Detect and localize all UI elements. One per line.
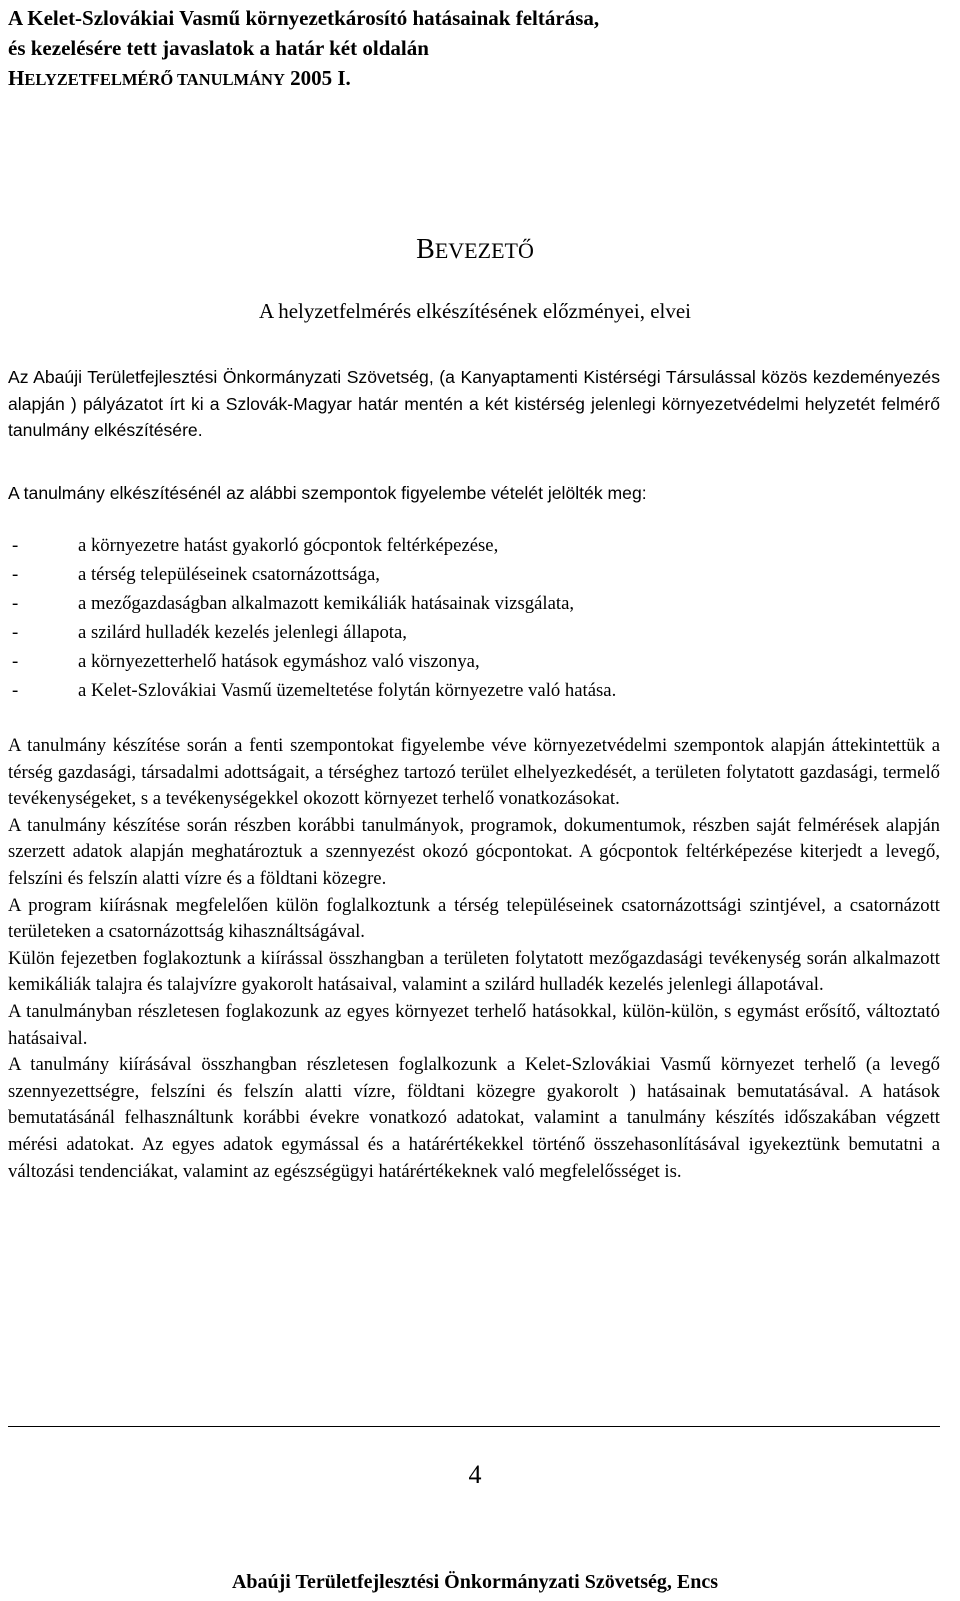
intro-paragraph: Az Abaúji Területfejlesztési Önkormányzati Szövetség, (a Kanyaptamenti Kistérségi Társulással közös kezdeményezés alapján ) pályázatot írt ki a Szlovák-Magyar határ mentén a két kistérség jelenlegi környezetvédelmi helyzetét felmérő tanulmány elkészítésére.: [8, 367, 940, 441]
section-title-caps: EVEZETŐ: [434, 238, 534, 263]
body-paragraph: A tanulmány készítése során a fenti szempontokat figyelembe véve környezetvédelmi szempontok alapján áttekintettük a térség gazdasági, társadalmi adottságait, a térséghez tartozó terület elhelyezkedését, a területen folytatott gazdasági, termelő tevékenységeket, s a tevékenységekkel okozott környezet terhelő vonatkozásokat.: [8, 735, 940, 810]
list-item: [8, 618, 940, 647]
document-header: [8, 3, 948, 95]
list-item-text: a Kelet-Szlovákiai Vasmű üzemeltetése folytán környezetre való hatása.: [78, 680, 617, 701]
header-line-3-tail: 2005 I.: [284, 66, 351, 90]
section-title-initial: B: [416, 234, 435, 265]
header-line-3-initial: H: [8, 66, 25, 90]
list-marker: -: [12, 680, 19, 701]
body-paragraph: A tanulmányban részletesen foglakozunk az egyes környezet terhelő hatásokkal, külön-külön, s egymást erősítő, változtató hatásaival.: [8, 1000, 940, 1049]
section-title: [0, 234, 950, 267]
body-paragraph: Külön fejezetben foglakoztunk a kiírással összhangban a területen folytatott mezőgazdasági tevékenység során alkalmazott kemikáliák talajra és talajvízre gyakorolt hatásaival, valamint a szilárd hulladék kezelés jelenlegi állapotával.: [8, 947, 940, 996]
list-item: [8, 560, 940, 589]
list-item-text: a térség településeinek csatornázottsága,: [78, 564, 380, 585]
document-footer: Abaúji Területfejlesztési Önkormányzati Szövetség, Encs: [231, 1571, 719, 1593]
header-line-3: [8, 63, 948, 95]
list-marker: -: [12, 564, 19, 585]
criteria-intro: A tanulmány elkészítésénél az alábbi szempontok figyelembe vételét jelölték meg:: [8, 483, 647, 503]
header-line-1: A Kelet-Szlovákiai Vasmű környezetkárosító hatásainak feltárása,: [8, 6, 600, 30]
list-item-text: a mezőgazdaságban alkalmazott kemikáliák hatásainak vizsgálata,: [78, 593, 575, 614]
list-item-text: a környezetre hatást gyakorló gócpontok feltérképezése,: [78, 535, 499, 556]
list-marker: -: [12, 593, 19, 614]
list-marker: -: [12, 651, 19, 672]
list-marker: -: [12, 622, 19, 643]
criteria-list: [8, 531, 940, 705]
list-marker: -: [12, 535, 19, 556]
page-number: 4: [468, 1460, 482, 1489]
section-subtitle: A helyzetfelmérés elkészítésének előzményei, elvei: [258, 299, 692, 323]
body-paragraph: A tanulmány kiírásával összhangban részletesen foglalkozunk a Kelet-Szlovákiai Vasmű környezet terhelő (a levegő szennyezettségre, felszíni és felszín alatti vízre, földtani közegre gyakorolt ) hatásainak bemutatásával. A hatások bemutatásánál felhasználtunk korábbi évekre vonatkozó adatokat, valamint a tanulmány készítés időszakában végzett mérési adatokat. Az egyes adatok egymással és a határértékekkel történő összehasonlításával igyekeztünk bemutatni a változási tendenciákat, valamint az egészségügyi határértékeknek való megfelelősséget is.: [8, 1054, 940, 1182]
list-item: [8, 676, 940, 705]
list-item: [8, 589, 940, 618]
body-paragraph: A tanulmány készítése során részben korábbi tanulmányok, programok, dokumentumok, részben saját felmérések alapján szerzett adatok alapján meghatároztuk a szennyezést okozó gócpontokat. A gócpontok feltérképezése kiterjedt a levegő, felszíni és felszín alatti vízre és a földtani közegre.: [8, 814, 940, 889]
body-text: [8, 733, 940, 1185]
body-paragraph: A program kiírásnak megfelelően külön foglalkoztunk a térség településeinek csatornázottsági szintjével, a csatornázott területeken a csatornázottság kihasználtságával.: [8, 894, 940, 943]
list-item: [8, 531, 940, 560]
header-line-2: és kezelésére tett javaslatok a határ két oldalán: [8, 36, 429, 60]
footer-divider: [8, 1426, 940, 1427]
list-item-text: a szilárd hulladék kezelés jelenlegi állapota,: [78, 622, 407, 643]
list-item-text: a környezetterhelő hatások egymáshoz való viszonya,: [78, 651, 480, 672]
header-line-3-caps: ELYZETFELMÉRŐ TANULMÁNY: [24, 70, 285, 89]
list-item: [8, 647, 940, 676]
